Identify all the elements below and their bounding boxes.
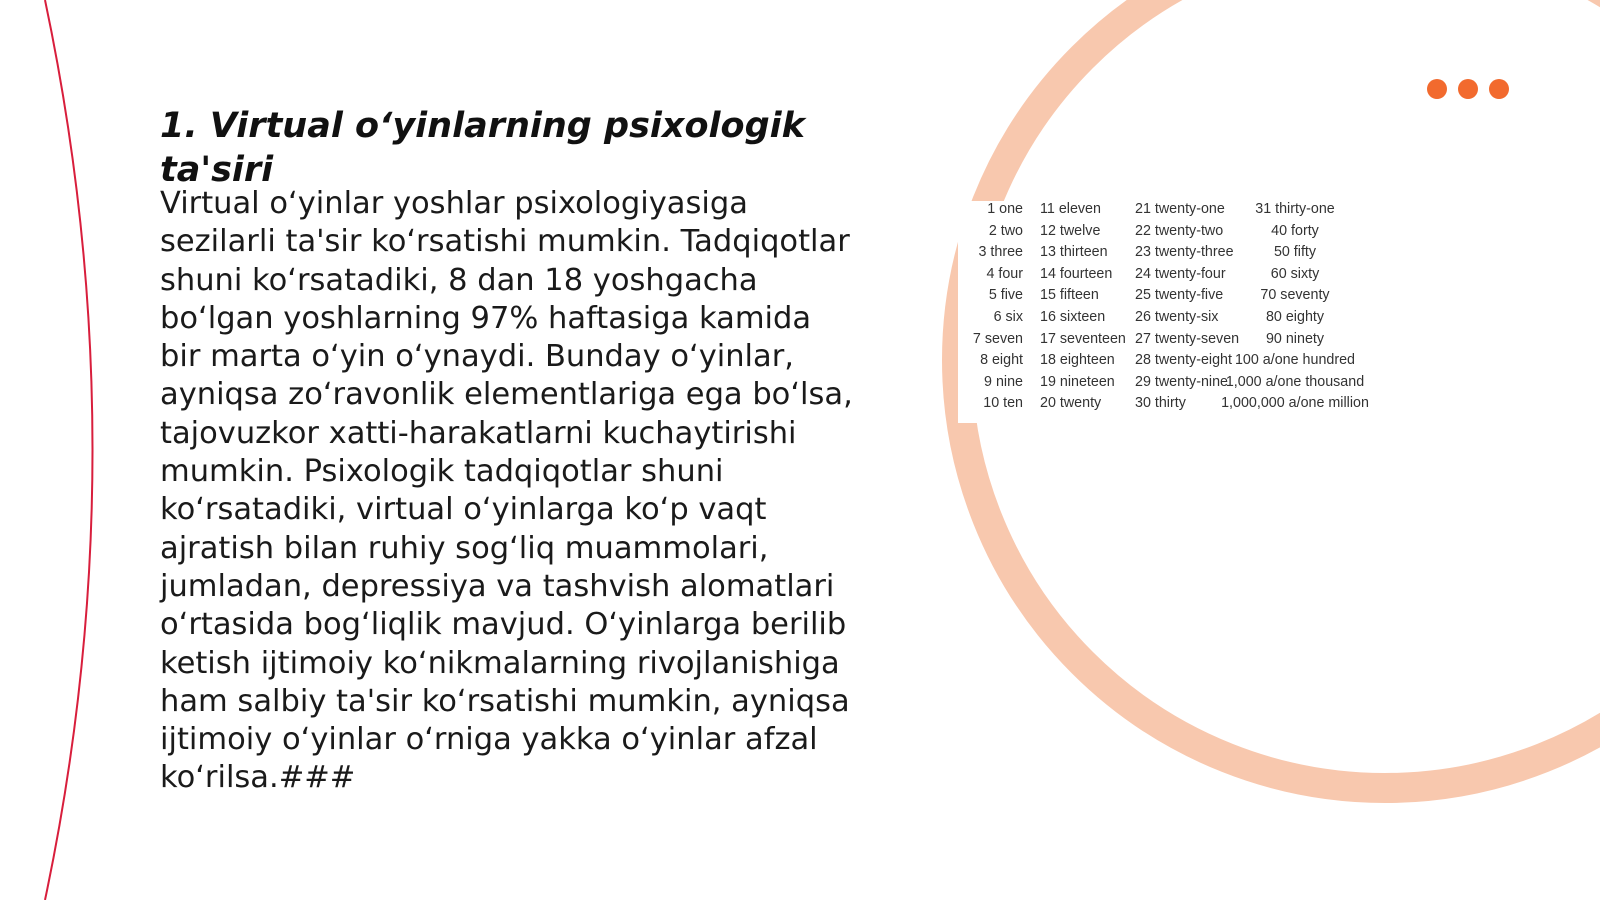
number-table-cell: 18 eighteen xyxy=(1040,352,1115,369)
slide-title: 1. Virtual o‘yinlarning psixologik ta'siri xyxy=(160,106,805,190)
number-table-cell: 1,000 a/one thousand xyxy=(1225,373,1365,390)
number-table-row xyxy=(958,309,1428,331)
number-table-cell: 80 eighty xyxy=(1265,309,1325,325)
number-words-table-image xyxy=(958,201,1428,423)
number-table-cell: 3 three xyxy=(978,244,1023,261)
number-table-cell: 5 five xyxy=(988,287,1023,304)
number-table-cell: 22 twenty-two xyxy=(1135,222,1224,239)
number-table-cell: 25 twenty-five xyxy=(1135,287,1224,304)
number-table-cell: 19 nineteen xyxy=(1040,373,1115,390)
number-table-row xyxy=(958,266,1428,288)
number-table-cell: 14 fourteen xyxy=(1040,265,1113,282)
slide-body-text: Virtual o‘yinlar yoshlar psixologiyasiga sezilarli ta'sir ko‘rsatishi mumkin. Tadqiqotlar shuni ko‘rsatadiki, 8 dan 18 yoshgacha bo‘lgan yoshlarning 97% haftasiga kamida bir marta o‘yin o‘ynaydi. Bunday o‘yinlar, ayniqsa zo‘ravonlik elementlariga ega bo‘lsa, tajovuzkor xatti-harakatlarni kuchaytirishi mumkin. Psixologik tadqiqotlar shuni ko‘rsatadiki, virtual o‘yinlarga ko‘p vaqt ajratish bilan ruhiy sog‘liq muammolari, jumladan, depressiya va tashvish alomatlari o‘rtasida bog‘liqlik mavjud. O‘yinlarga berilib ketish ijtimoiy ko‘nikmalarning rivojlanishiga ham salbiy ta'sir ko‘rsatishi mumkin, ayniqsa ijtimoiy o‘yinlar o‘rniga yakka o‘yinlar afzal ko‘rilsa.### xyxy=(160,186,853,796)
number-table-cell: 2 two xyxy=(988,222,1023,239)
number-table-cell: 8 eight xyxy=(980,352,1023,369)
number-table-cell: 40 forty xyxy=(1271,222,1319,239)
number-table-cell: 30 thirty xyxy=(1135,395,1186,412)
number-table-cell: 21 twenty-one xyxy=(1135,201,1225,217)
number-table-cell: 60 sixty xyxy=(1270,265,1320,282)
number-table-cell: 1,000,000 a/one million xyxy=(1221,395,1369,412)
number-table-cell: 4 four xyxy=(986,265,1023,282)
number-table-cell: 12 twelve xyxy=(1040,222,1101,239)
number-table-cell: 20 twenty xyxy=(1040,395,1102,412)
number-table-cell: 9 nine xyxy=(984,373,1023,390)
number-table-cell: 15 fifteen xyxy=(1040,287,1099,304)
number-table-cell: 100 a/one hundred xyxy=(1234,352,1356,369)
number-table-cell: 24 twenty-four xyxy=(1135,265,1226,282)
number-table-row xyxy=(958,395,1428,417)
number-table-row xyxy=(958,244,1428,266)
number-table-row xyxy=(958,287,1428,309)
number-table-cell: 17 seventeen xyxy=(1040,330,1126,347)
number-table-row xyxy=(958,223,1428,245)
left-red-curve xyxy=(45,0,93,900)
number-table-row xyxy=(958,374,1428,396)
number-table-cell: 7 seven xyxy=(972,330,1023,347)
number-table-cell: 10 ten xyxy=(983,395,1023,412)
dot-1 xyxy=(1427,79,1447,99)
number-table-cell: 1 one xyxy=(987,201,1023,217)
number-table-cell: 13 thirteen xyxy=(1040,244,1108,261)
number-table-row xyxy=(958,331,1428,353)
number-table-cell: 90 ninety xyxy=(1265,330,1325,347)
number-table-cell: 27 twenty-seven xyxy=(1135,330,1240,347)
dot-2 xyxy=(1458,79,1478,99)
number-table-cell: 16 sixteen xyxy=(1040,309,1106,325)
number-table-cell: 6 six xyxy=(993,309,1023,325)
number-table-cell: 70 seventy xyxy=(1260,287,1330,304)
number-table-cell: 29 twenty-nine xyxy=(1135,373,1228,390)
number-table-cell: 50 fifty xyxy=(1273,244,1317,261)
menu-dots-icon xyxy=(1427,79,1509,99)
dot-3 xyxy=(1489,79,1509,99)
number-table-row xyxy=(958,201,1428,223)
number-table-cell: 28 twenty-eight xyxy=(1135,352,1232,369)
number-table-cell: 11 eleven xyxy=(1040,201,1101,217)
number-table-row xyxy=(958,352,1428,374)
number-table-cell: 26 twenty-six xyxy=(1135,309,1219,325)
number-table-cell: 31 thirty-one xyxy=(1255,201,1335,217)
number-table-cell: 23 twenty-three xyxy=(1135,244,1234,261)
